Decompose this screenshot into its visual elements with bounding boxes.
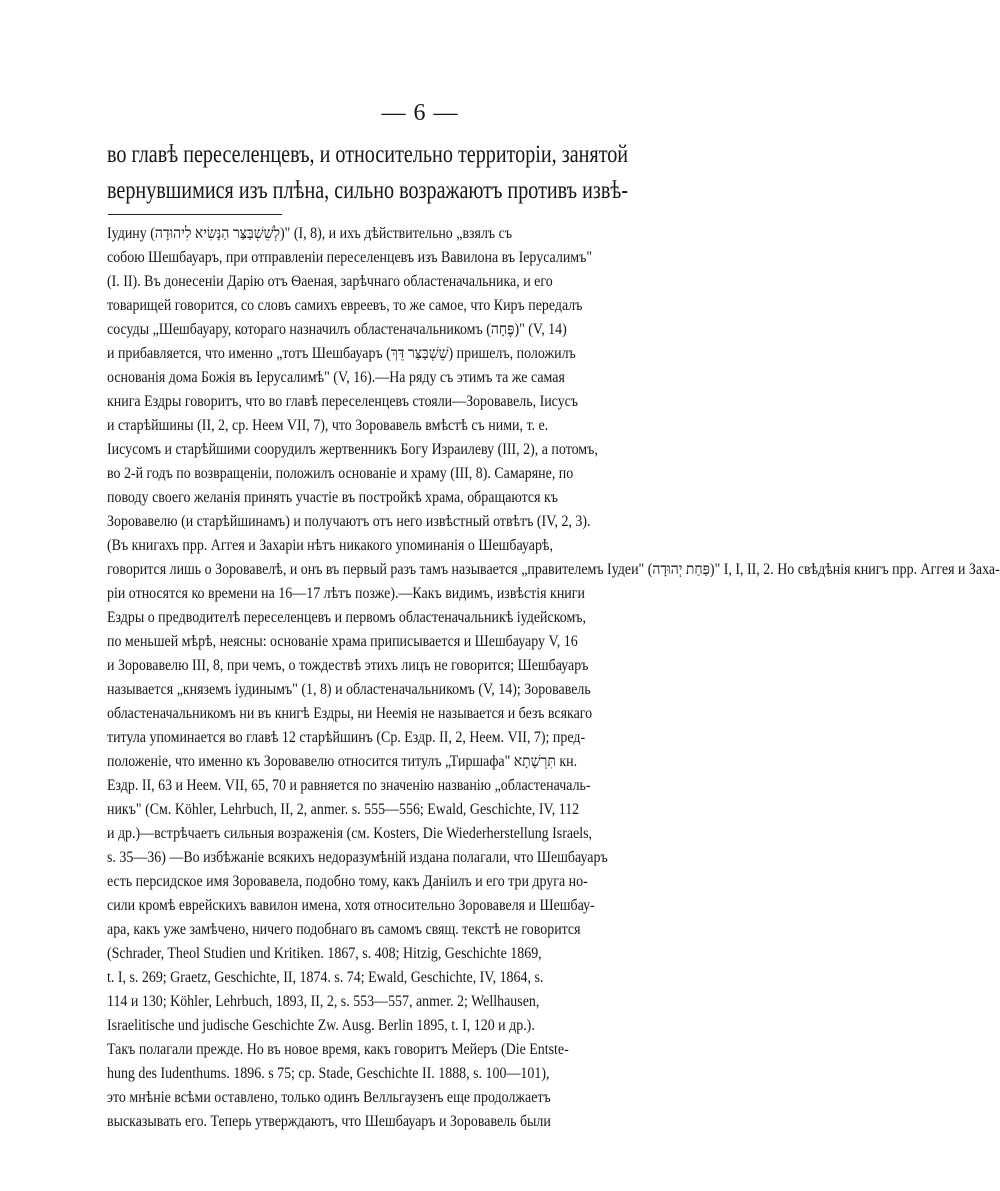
footnote-line: Іисусомъ и старѣйшими соорудилъ жертвенникъ Богу Израилеву (III, 2), а потомъ, bbox=[107, 441, 598, 458]
footnote-line: 114 и 130; Köhler, Lehrbuch, 1893, II, 2, s. 553—557, anmer. 2; Wellhausen, bbox=[107, 993, 540, 1010]
main-text-line: вернувшимися изъ плѣна, сильно возражаютъ противъ извѣ- bbox=[107, 175, 629, 204]
footnote-line: Ездры о предводителѣ переселенцевъ и первомъ областеначальникѣ іудейскомъ, bbox=[107, 609, 587, 626]
footnote bbox=[107, 222, 1000, 1134]
footnote-line: титула упоминается во главѣ 12 старѣйшинъ (Ср. Ездр. II, 2, Неем. VII, 7); пред- bbox=[107, 729, 586, 746]
footnote-line: книга Ездры говоритъ, что во главѣ переселенцевъ стояли—Зоровавель, Іисусъ bbox=[107, 393, 579, 410]
main-text-line: во главѣ переселенцевъ, и относительно территоріи, занятой bbox=[107, 139, 629, 168]
footnote-line: (Въ книгахъ прр. Аггея и Захаріи нѣтъ никакого упоминанія о Шешбауарѣ, bbox=[107, 537, 553, 554]
footnote-line: t. I, s. 269; Graetz, Geschichte, II, 1874. s. 74; Ewald, Geschichte, IV, 1864, s. bbox=[107, 969, 544, 986]
footnote-line: сили кромѣ еврейскихъ вавилон имена, хотя относительно Зоровавеля и Шешбау- bbox=[107, 897, 595, 914]
footnote-separator bbox=[108, 214, 282, 215]
footnote-line: (І. ІІ). Въ донесеніи Дарію отъ Ѳаеная, зарѣчнаго областеначальника, и его bbox=[107, 273, 553, 290]
footnote-line: называется „княземъ іудинымъ" (1, 8) и областеначальникомъ (V, 14); Зоровавель bbox=[107, 681, 591, 698]
footnote-line: и Зоровавелю III, 8, при чемъ, о тождествѣ этихъ лицъ не говорится; Шешбауаръ bbox=[107, 657, 589, 674]
footnote-line: ара, какъ уже замѣчено, ничего подобнаго въ самомъ свящ. текстѣ не говорится bbox=[107, 921, 581, 938]
footnote-line: есть персидское имя Зоровавела, подобно тому, какъ Даніилъ и его три друга но- bbox=[107, 873, 588, 890]
footnote-line: областеначальникомъ ни въ книгѣ Ездры, ни Неемія не называется и безъ всякаго bbox=[107, 705, 593, 722]
footnote-line: Зоровавелю (и старѣйшинамъ) и получаютъ отъ него извѣстный отвѣтъ (IV, 2, 3). bbox=[107, 513, 591, 530]
footnote-line: основанія дома Божія въ Іерусалимѣ" (V, 16).—На ряду съ этимъ та же самая bbox=[107, 369, 565, 386]
footnote-line: никъ" (См. Köhler, Lehrbuch, II, 2, anmer. s. 555—556; Ewald, Geschichte, IV, 112 bbox=[107, 801, 580, 818]
footnote-line: это мнѣніе всѣми оставлено, только одинъ Велльгаузенъ еще продолжаетъ bbox=[107, 1089, 551, 1106]
footnote-line: товарищей говорится, со словъ самихъ евреевъ, то же самое, что Киръ передалъ bbox=[107, 297, 583, 314]
footnote-line: сосуды „Шешбауару, котораго назначилъ областеначальникомъ (פֶּחָה)" (V, 14) bbox=[107, 321, 567, 338]
footnote-line: и прибавляется, что именно „тотъ Шешбауаръ (שֵׁשְׁבַּצַּר דֵּךְ) пришелъ, положилъ bbox=[107, 345, 576, 362]
footnote-line: и др.)—встрѣчаетъ сильныя возраженія (см. Kosters, Die Wiederherstellung Israels, bbox=[107, 825, 593, 842]
page-number: — 6 — bbox=[381, 100, 459, 126]
main-text bbox=[107, 136, 729, 208]
footnote-line: hung des Iudenthums. 1896. s 75; ср. Stade, Geschichte II. 1888, s. 100—101), bbox=[107, 1065, 550, 1082]
footnote-line: Israelitische und judische Geschichte Zw. Ausg. Berlin 1895, t. I, 120 и др.). bbox=[107, 1017, 535, 1034]
footnote-line: положеніе, что именно къ Зоровавелю относится титулъ „Тиршафа" תִּרְשָׁתָא кн. bbox=[107, 753, 578, 770]
footnote-line: Такъ полагали прежде. Но въ новое время, какъ говоритъ Мейеръ (Die Entste- bbox=[107, 1041, 569, 1058]
footnote-line: и старѣйшины (II, 2, ср. Неем VII, 7), что Зоровавель вмѣстѣ съ ними, т. е. bbox=[107, 417, 549, 434]
footnote-line: ріи относятся ко времени на 16—17 лѣтъ позже).—Какъ видимъ, извѣстія книги bbox=[107, 585, 585, 602]
footnote-line: говорится лишь о Зоровавелѣ, и онъ въ первый разъ тамъ называется „правителемъ Іудеи" (פַּחַת יְהוּדָה)" I, I, II, 2. Но свѣдѣнія книгъ прр. Аггея и Заха- bbox=[107, 561, 1000, 578]
footnote-line: (Schrader, Theol Studien und Kritiken. 1867, s. 408; Hitzig, Geschichte 1869, bbox=[107, 945, 542, 962]
footnote-line: собою Шешбауаръ, при отправленіи переселенцевъ изъ Вавилона въ Іерусалимъ" bbox=[107, 249, 593, 266]
footnote-line: высказывать его. Теперь утверждаютъ, что Шешбауаръ и Зоровавель были bbox=[107, 1113, 551, 1130]
footnote-line: по меньшей мѣрѣ, неясны: основаніе храма приписывается и Шешбауару V, 16 bbox=[107, 633, 578, 650]
footnote-line: поводу своего желанія принять участіе въ постройкѣ храма, обращаются къ bbox=[107, 489, 558, 506]
footnote-line: s. 35—36) —Во избѣжаніе всякихъ недоразумѣній издана полагали, что Шешбауаръ bbox=[107, 849, 608, 866]
footnote-line: Ездр. II, 63 и Неем. VII, 65, 70 и равняется по значенію названію „областеначаль- bbox=[107, 777, 591, 794]
footnote-line: Іудину (לְשֵׁשְׁבַּצַּר הַנָּשִׂיא לִיהוּדָה)" (І, 8), и ихъ дѣйствительно „взялъ съ bbox=[107, 225, 513, 242]
footnote-line: во 2-й годъ по возвращеніи, положилъ основаніе и храму (III, 8). Самаряне, по bbox=[107, 465, 574, 482]
